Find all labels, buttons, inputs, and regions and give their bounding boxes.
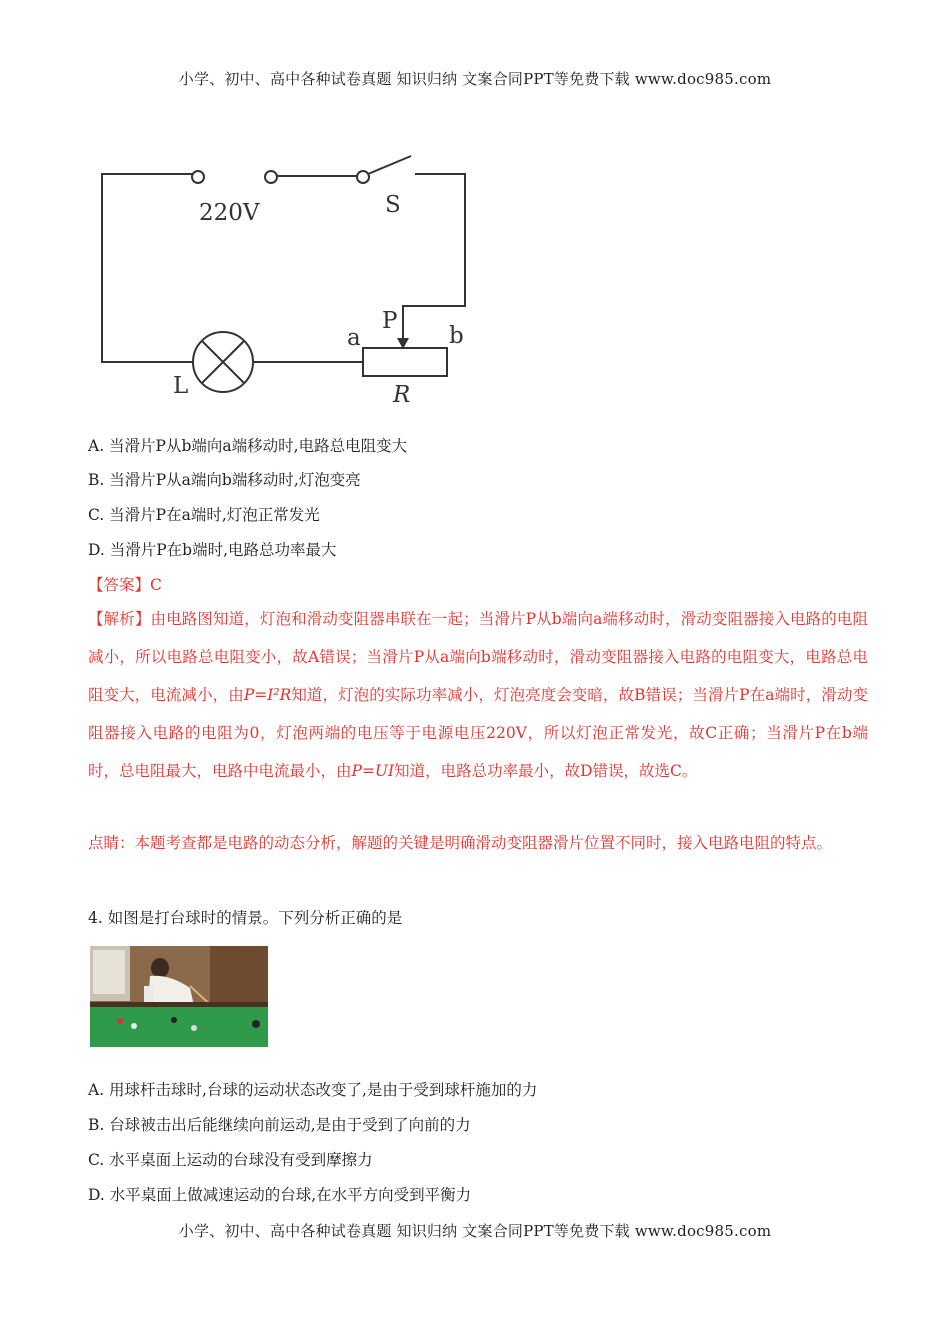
q3-option-d: D. 当滑片P在b端时,电路总功率最大: [88, 541, 337, 559]
end-a-label: a: [347, 325, 361, 351]
q4-stem: 4. 如图是打台球时的情景。下列分析正确的是: [88, 909, 403, 927]
wire-right: [403, 174, 465, 342]
wire-left-top: [102, 174, 197, 362]
q3-answer: [88, 575, 162, 595]
q4-option-a: A. 用球杆击球时,台球的运动状态改变了,是由于受到球杆施加的力: [88, 1081, 538, 1099]
terminal-right: [265, 171, 277, 183]
analysis-part3: 知道，电路总功率最小，故D错误，故选C。: [394, 762, 698, 780]
q3-analysis: [88, 600, 868, 790]
q3-comment: 点睛：本题考查都是电路的动态分析，解题的关键是明确滑动变阻器滑片位置不同时，接入电路电阻的特点。: [88, 834, 833, 852]
page-footer: 小学、初中、高中各种试卷真题 知识归纳 文案合同PPT等免费下载 www.doc985.com: [178, 1222, 772, 1240]
q4-option-d: D. 水平桌面上做减速运动的台球,在水平方向受到平衡力: [88, 1186, 472, 1204]
switch-blade: [368, 156, 411, 174]
answer-tag: 【答案】: [88, 576, 151, 594]
voltage-label: 220V: [199, 200, 260, 226]
slider-label: P: [382, 308, 398, 334]
q3-option-a: A. 当滑片P从b端向a端移动时,电路总电阻变大: [88, 437, 408, 455]
end-b-label: b: [449, 323, 464, 349]
resistor-label: R: [393, 382, 411, 408]
q3-option-c: C. 当滑片P在a端时,灯泡正常发光: [88, 506, 320, 524]
lamp-label: L: [173, 373, 189, 399]
q3-option-b: B. 当滑片P从a端向b端移动时,灯泡变亮: [88, 471, 361, 489]
switch-pivot: [357, 171, 369, 183]
analysis-part1: 由电路图知道，灯泡和滑动变阻器串联在一起；当滑片P从b端向a端移动时，滑动变阻器接入电路的电阻减小，所以电路总电阻变小，故A错误；当滑片P从a端向b端移动时，滑动变阻器接入电路的电阻变大，电路总电阻变大，电流减小，由: [88, 610, 868, 704]
q4-option-c: C. 水平桌面上运动的台球没有受到摩擦力: [88, 1151, 373, 1169]
page-header: 小学、初中、高中各种试卷真题 知识归纳 文案合同PPT等免费下载 www.doc985.com: [178, 70, 772, 88]
analysis-part2: 知道，灯泡的实际功率减小，灯泡亮度会变暗，故B错误；当滑片P在a端时，滑动变阻器接入电路的电阻为0，灯泡两端的电压等于电源电压220V，所以灯泡正常发光，故C正确；当滑片P在b端时，总电阻最大，电路中电流最小，由: [88, 686, 868, 780]
formula-power-voltage: P=UI: [351, 762, 395, 780]
switch-label: S: [385, 192, 401, 218]
q4-option-b: B. 台球被击出后能继续向前运动,是由于受到了向前的力: [88, 1116, 471, 1134]
formula-power-current: P=I²R: [243, 686, 292, 704]
circuit-diagram: [95, 150, 475, 410]
billiards-photo: [90, 946, 268, 1047]
terminal-left: [192, 171, 204, 183]
answer-value: C: [150, 576, 162, 594]
analysis-tag: 【解析】: [88, 610, 151, 628]
resistor-symbol: [363, 348, 447, 376]
